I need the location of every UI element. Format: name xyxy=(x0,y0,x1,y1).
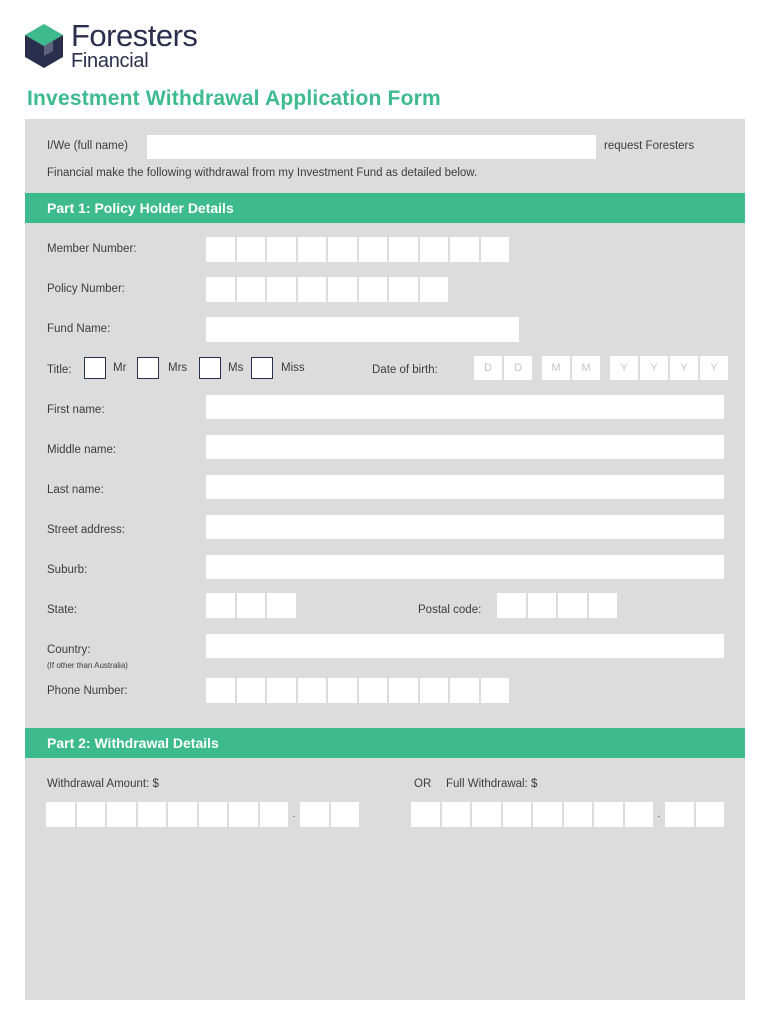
cents-box[interactable] xyxy=(300,802,329,827)
digit-box[interactable] xyxy=(420,277,449,302)
middle-name-input[interactable] xyxy=(206,435,724,459)
country-note: (If other than Australia) xyxy=(47,661,128,670)
digit-box[interactable] xyxy=(206,237,235,262)
checkbox-ms[interactable] xyxy=(199,357,221,379)
digit-box[interactable] xyxy=(138,802,167,827)
checkbox-miss[interactable] xyxy=(251,357,273,379)
fund-name-label: Fund Name: xyxy=(47,323,111,335)
digit-box[interactable] xyxy=(206,277,235,302)
member-number-boxes[interactable] xyxy=(206,237,509,262)
digit-box[interactable] xyxy=(472,802,501,827)
cents-box[interactable] xyxy=(665,802,694,827)
digit-box[interactable] xyxy=(328,277,357,302)
digit-box[interactable] xyxy=(594,802,623,827)
suburb-label: Suburb: xyxy=(47,564,88,576)
digit-box[interactable] xyxy=(298,277,327,302)
digit-box[interactable] xyxy=(267,237,296,262)
digit-box[interactable] xyxy=(199,802,228,827)
dob-boxes[interactable] xyxy=(474,356,728,380)
decimal-point: . xyxy=(292,809,296,820)
country-label: Country: xyxy=(47,644,91,656)
digit-box[interactable] xyxy=(237,237,266,262)
digit-box[interactable] xyxy=(359,678,388,703)
postal-code-box[interactable] xyxy=(497,593,526,618)
option-mr-label: Mr xyxy=(113,362,127,374)
digit-box[interactable] xyxy=(237,277,266,302)
form-title: Investment Withdrawal Application Form xyxy=(27,87,441,110)
first-name-input[interactable] xyxy=(206,395,724,419)
digit-box[interactable] xyxy=(420,678,449,703)
part2-heading: Part 2: Withdrawal Details xyxy=(47,735,219,751)
option-mrs-label: Mrs xyxy=(168,362,188,374)
digit-box[interactable] xyxy=(450,237,479,262)
full-withdrawal-boxes[interactable] xyxy=(411,802,724,827)
digit-box[interactable] xyxy=(206,678,235,703)
suburb-input[interactable] xyxy=(206,555,724,579)
foresters-logo-icon xyxy=(25,24,63,68)
brand-name: Foresters xyxy=(71,18,198,53)
dob-label: Date of birth: xyxy=(372,364,438,376)
digit-box[interactable] xyxy=(564,802,593,827)
title-label: Title: xyxy=(47,364,72,376)
digit-box[interactable] xyxy=(533,802,562,827)
withdrawal-amount-boxes[interactable] xyxy=(46,802,359,827)
middle-name-label: Middle name: xyxy=(47,444,117,456)
digit-box[interactable] xyxy=(389,678,418,703)
member-number-label: Member Number: xyxy=(47,243,137,255)
option-ms-label: Ms xyxy=(228,362,244,374)
digit-box[interactable] xyxy=(359,277,388,302)
digit-box[interactable] xyxy=(625,802,654,827)
digit-box[interactable] xyxy=(442,802,471,827)
digit-box[interactable] xyxy=(298,678,327,703)
dob-year-box[interactable]: Y xyxy=(640,356,668,380)
postal-code-box[interactable] xyxy=(528,593,557,618)
part1-header xyxy=(25,193,745,223)
country-input[interactable] xyxy=(206,634,724,658)
dob-month-box[interactable]: M xyxy=(572,356,600,380)
state-box[interactable] xyxy=(267,593,296,618)
digit-box[interactable] xyxy=(229,802,258,827)
digit-box[interactable] xyxy=(267,277,296,302)
brand-subname: Financial xyxy=(71,50,149,72)
request-text: request Foresters xyxy=(604,140,695,152)
last-name-label: Last name: xyxy=(47,484,104,496)
dob-year-box[interactable]: Y xyxy=(700,356,728,380)
digit-box[interactable] xyxy=(46,802,75,827)
checkbox-mr[interactable] xyxy=(84,357,106,379)
fund-name-input[interactable] xyxy=(206,317,519,342)
postal-code-box[interactable] xyxy=(589,593,618,618)
phone-number-boxes[interactable] xyxy=(206,678,509,703)
last-name-input[interactable] xyxy=(206,475,724,499)
phone-number-label: Phone Number: xyxy=(47,685,128,697)
fullname-label: I/We (full name) xyxy=(47,140,128,152)
digit-box[interactable] xyxy=(260,802,289,827)
digit-box[interactable] xyxy=(389,277,418,302)
checkbox-mrs[interactable] xyxy=(137,357,159,379)
digit-box[interactable] xyxy=(481,678,510,703)
digit-box[interactable] xyxy=(237,678,266,703)
policy-number-label: Policy Number: xyxy=(47,283,125,295)
digit-box[interactable] xyxy=(77,802,106,827)
digit-box[interactable] xyxy=(411,802,440,827)
withdrawal-amount-label: Withdrawal Amount: $ xyxy=(47,778,159,790)
digit-box[interactable] xyxy=(107,802,136,827)
digit-box[interactable] xyxy=(450,678,479,703)
state-box[interactable] xyxy=(206,593,235,618)
cents-box[interactable] xyxy=(696,802,725,827)
postal-code-label: Postal code: xyxy=(418,604,482,616)
first-name-label: First name: xyxy=(47,404,105,416)
dob-day-box[interactable]: D xyxy=(504,356,532,380)
intro-line-2: Financial make the following withdrawal from my Investment Fund as detailed below. xyxy=(47,167,478,179)
policy-number-boxes[interactable] xyxy=(206,277,448,302)
digit-box[interactable] xyxy=(503,802,532,827)
postal-code-box[interactable] xyxy=(558,593,587,618)
digit-box[interactable] xyxy=(267,678,296,703)
digit-box[interactable] xyxy=(168,802,197,827)
dob-year-box[interactable]: Y xyxy=(610,356,638,380)
street-address-input[interactable] xyxy=(206,515,724,539)
digit-box[interactable] xyxy=(328,237,357,262)
decimal-point: . xyxy=(657,809,661,820)
cents-box[interactable] xyxy=(331,802,360,827)
dob-year-box[interactable]: Y xyxy=(670,356,698,380)
digit-box[interactable] xyxy=(359,237,388,262)
postal-code-boxes[interactable] xyxy=(497,593,617,618)
part1-heading: Part 1: Policy Holder Details xyxy=(47,200,234,216)
full-withdrawal-label: Full Withdrawal: $ xyxy=(446,778,538,790)
dob-month-box[interactable]: M xyxy=(542,356,570,380)
state-label: State: xyxy=(47,604,78,616)
state-boxes[interactable] xyxy=(206,593,296,618)
state-box[interactable] xyxy=(237,593,266,618)
digit-box[interactable] xyxy=(328,678,357,703)
or-label: OR xyxy=(414,778,432,790)
street-address-label: Street address: xyxy=(47,524,125,536)
digit-box[interactable] xyxy=(389,237,418,262)
digit-box[interactable] xyxy=(298,237,327,262)
fullname-input[interactable] xyxy=(147,135,596,159)
option-miss-label: Miss xyxy=(281,362,305,374)
digit-box[interactable] xyxy=(481,237,510,262)
digit-box[interactable] xyxy=(420,237,449,262)
dob-day-box[interactable]: D xyxy=(474,356,502,380)
part2-header xyxy=(25,728,745,758)
